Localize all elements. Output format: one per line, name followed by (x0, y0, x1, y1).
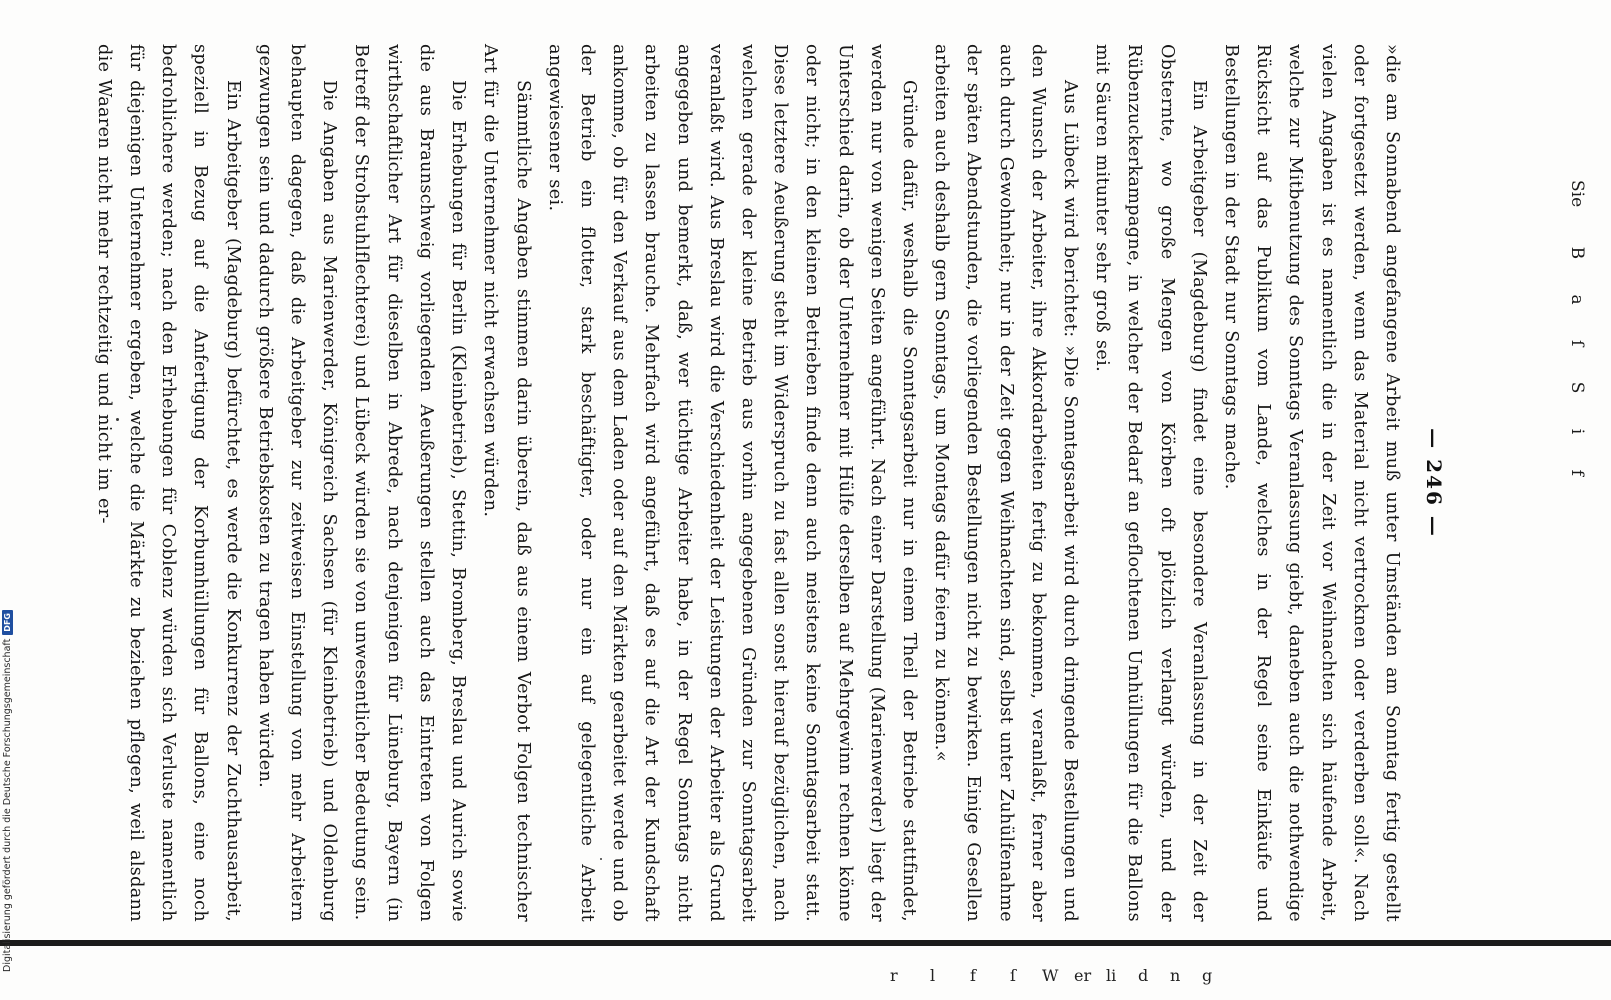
paragraph: Gründe dafür, weshalb die Sonntagsarbeit nur in einem Theil der Betriebe stattfindet, werden nur von wenigen Seiten angeführt. Nach einer Darstellung (Marienwerder) liegt der Unterschied darin, ob der Unternehmer mit Hülfe derselben auf Mehrgewinn rechnen könne oder nicht; in den kleinen Betrieben finde denn auch meistens keine Sonntagsarbeit statt. Diese letztere Aeußerung steht im Widerspruch zu fast allen sonst hierauf bezüglichen, nach welchen gerade der kleine Betrieb aus vorhin angegebenen Gründen zur Sonntagsarbeit veranlaßt wird. Aus Breslau wird die Verschiedenheit der Leistungen der Arbeiter als Grund angegeben und bemerkt, daß, wer tüchtige Arbeiter habe, in der Regel Sonntags nicht arbeiten zu lassen brauche. Mehrfach wird angeführt, daß es auf die Art der Kundschaft ankomme, ob für den Verkauf aus dem Laden oder auf den Märkten gearbeitet werde und ob der Betrieb ein flotter, stark beschäftigter, oder nur ein auf gelegentliche Arbeit angewiesener sei. (544, 44, 919, 923)
bottom-fragment: d (1138, 966, 1149, 985)
paragraph: Sämmtliche Angaben stimmen darin überein, daß aus einem Verbot Folgen technischer Art für die Unternehmer nicht erwachsen würden. (480, 44, 533, 922)
bottom-fragment: f (970, 966, 976, 985)
bottom-edge-fragments (0, 962, 1611, 992)
bottom-fragment: n (1170, 966, 1181, 985)
neighbour-page-text (1560, 180, 1593, 880)
paragraph: Ein Arbeitgeber (Magdeburg) befürchtet, es werde die Konkurrenz der Zuchthausarbeit, speziell in Bezug auf die Anfertigung der Korbumhüllungen für Ballons, eine noch bedrohlichere werden; nach den Erhebungen für Coblenz würden sich Verluste namentlich für diejenigen Unternehmer ergeben, welche die Märkte zu beziehen pflegen, weil alsdann die Waaren nicht mehr rechtzeitig und nicht im er- (93, 44, 243, 922)
dfg-logo-icon: DFG (2, 610, 13, 635)
bottom-fragment: r (890, 966, 898, 985)
neighbour-fragment: B (1567, 246, 1587, 260)
page-edge-shadow (0, 940, 1611, 946)
bottom-fragment: ſ (1010, 966, 1016, 985)
bottom-fragment: W (1042, 966, 1059, 985)
paragraph: Die Erhebungen für Berlin (Kleinbetrieb), Stettin, Bromberg, Breslau und Aurich sowie die aus Braunschweig vorliegenden Aeußerungen stellen auch das Eintreten von Folgen wirthschaftlicher Art für dieselben in Abrede, nach denjenigen für Lüneburg, Bayern (in Betreff der Strohstuhlflechterei) und Lübeck würden sie von unwesentlicher Bedeutung sein. (351, 44, 469, 922)
scan-speck (116, 418, 119, 421)
funding-notice-text: Digitalisierung gefördert durch die Deutsche Forschungsgemeinschaft (2, 638, 13, 972)
paragraph: Aus Lübeck wird berichtet: »Die Sonntagsarbeit wird durch dringende Bestellungen und den Wunsch der Arbeiter, ihre Akkordarbeiten fertig zu bekommen, veranlaßt, ferner aber auch durch Gewohnheit; nur in der Zeit gegen Weihnachten sind, selbst unter Zuhülfenahme der späten Abendstunden, die vorliegenden Bestellungen nicht zu bewirken. Einige Gesellen arbeiten auch deshalb gern Sonntags, um Montags dafür feiern zu können.« (931, 44, 1080, 922)
neighbour-fragment: a (1567, 294, 1587, 305)
scan-speck (600, 858, 602, 860)
page-number: — 246 — (1422, 428, 1446, 538)
bottom-fragment: g (1202, 966, 1213, 985)
bottom-fragment: l (930, 966, 936, 985)
paragraph: »die am Sonnabend angefangene Arbeit muß unter Umständen am Sonntag fertig gestellt oder fortgesetzt werden, wenn das Material nicht vertrocknen oder verderben soll«. Nach vielen Angaben ist es namentlich die in der Zeit vor Weihnachten sich häufende Arbeit, welche zur Mitbenutzung des Sonntags Veranlassung giebt, daneben auch die nothwendige Rücksicht auf das Publikum vom Lande, welches in der Regel seine Einkäufe und Bestellungen in der Stadt nur Sonntags mache. (1220, 44, 1402, 922)
neighbour-fragment: S (1567, 381, 1587, 394)
paragraph: Ein Arbeitgeber (Magdeburg) findet eine besondere Veranlassung in der Zeit der Obsternte, wo große Mengen von Körben oft plötzlich verlangt würden, und der Rübenzuckerkampagne, in welcher der Bedarf an geflochtenen Umhüllungen für die Ballons mit Säuren mitunter sehr groß sei. (1092, 44, 1209, 922)
bottom-fragment: er (1074, 966, 1092, 985)
neighbour-page-fragment (1535, 180, 1595, 940)
bottom-fragment: li (1106, 966, 1117, 985)
neighbour-fragment: f (1567, 469, 1587, 476)
neighbour-fragment: i (1567, 428, 1587, 435)
body-text (88, 44, 1408, 922)
neighbour-fragment: ſ (1567, 340, 1587, 347)
funding-notice (0, 0, 16, 1000)
neighbour-fragment: Sie (1567, 180, 1587, 208)
paragraph: Die Angaben aus Marienwerder, Königreich Sachsen (für Kleinbetrieb) und Oldenburg behaupten dagegen, daß die Arbeitgeber zur zeitweisen Einstellung von mehr Arbeitern gezwungen sein und dadurch größere Betriebskosten zu tragen haben würden. (254, 44, 340, 922)
printed-page (93, 8, 1470, 958)
